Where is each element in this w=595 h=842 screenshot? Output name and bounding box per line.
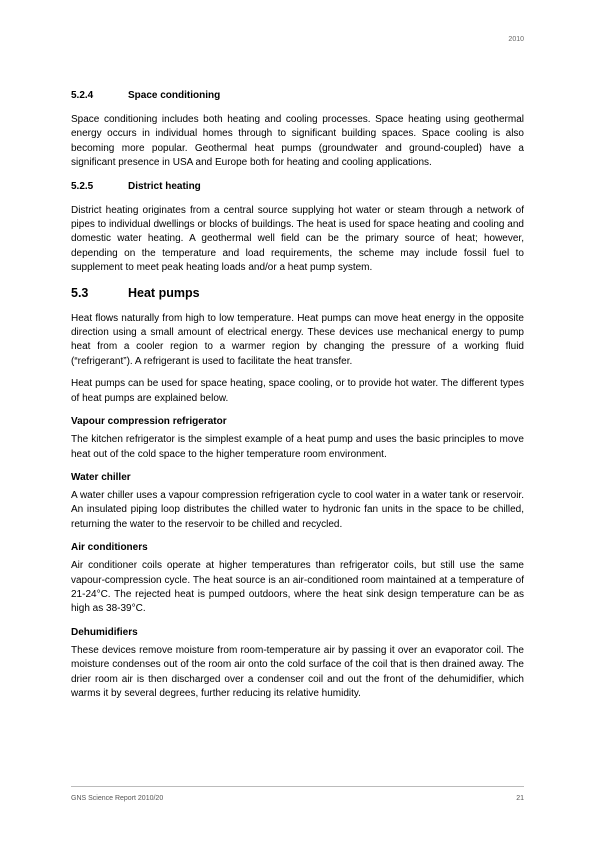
header-year: 2010 xyxy=(508,36,524,43)
paragraph: The kitchen refrigerator is the simplest example of a heat pump and uses the basic principles to move heat out of the cold space to the higher temperature room environment. xyxy=(71,434,524,460)
footer-divider xyxy=(71,786,524,787)
subheading-air-conditioners: Air conditioners xyxy=(71,542,148,554)
footer-report-name: GNS Science Report 2010/20 xyxy=(71,795,164,802)
section-number: 5.2.5 xyxy=(71,180,94,192)
section-number: 5.3 xyxy=(71,285,89,300)
section-title: Heat pumps xyxy=(128,285,200,300)
paragraph: A water chiller uses a vapour compression refrigeration cycle to cool water in a water tank or reservoir. An insulated piping loop distributes the chilled water to hydronic fan units in the space to be chilled, returning the water to the reservoir to be chilled and recycled. xyxy=(71,489,524,530)
paragraph: District heating originates from a central source supplying hot water or steam through a network of pipes to individual dwellings or blocks of buildings. The heat is used for space heating and cooling and domestic water heating. A geothermal well field can be the primary source of heat; however, depending on the temperature and load requirements, the scheme may include fossil fuel to supplement to meet peak heating loads and/or a heat pump system. xyxy=(71,204,524,274)
paragraph: Heat flows naturally from high to low temperature. Heat pumps can move heat energy in the opposite direction using a small amount of electrical energy. These devices use mechanical energy to pump heat from a cooler region to a warmer region by changing the pressure of a working fluid (“refrigerant”). A refrigerant is used to facilitate the heat transfer. xyxy=(71,312,524,367)
paragraph: These devices remove moisture from room-temperature air by passing it over an evaporator coil. The moisture condenses out of the room air onto the cold surface of the coil that is then drained away. The drier room air is then discharged over a condenser coil and out the front of the dehumidifier, which warms it by several degrees, further reducing its relative humidity. xyxy=(71,644,524,699)
paragraph: Heat pumps can be used for space heating, space cooling, or to provide hot water. The different types of heat pumps are explained below. xyxy=(71,378,524,404)
paragraph: Space conditioning includes both heating and cooling processes. Space heating using geothermal energy occurs in individual homes through to significant building spaces. Space cooling is also becoming more popular. Geothermal heat pumps (groundwater and ground-coupled) have a significant presence in USA and Europe both for heating and cooling applications. xyxy=(71,114,524,169)
section-heading-5-2-4 xyxy=(71,90,524,101)
page-number: 21 xyxy=(516,795,524,802)
section-heading-5-2-5 xyxy=(71,181,524,192)
section-number: 5.2.4 xyxy=(71,90,94,101)
subheading-water-chiller: Water chiller xyxy=(71,471,131,483)
page-content xyxy=(71,90,524,709)
section-title: Space conditioning xyxy=(128,90,221,101)
paragraph: Air conditioner coils operate at higher temperatures than refrigerator coils, but still use the same vapour-compression cycle. The heat source is an air-conditioned room maintained at a temperature of 21-24°C. The rejected heat is pumped outdoors, where the heat sink design temperature can be as high as 38-39°C. xyxy=(71,560,524,615)
section-heading-5-3 xyxy=(71,286,524,300)
section-title: District heating xyxy=(128,180,201,192)
subheading-vapour-compression: Vapour compression refrigerator xyxy=(71,416,227,428)
subheading-dehumidifiers: Dehumidifiers xyxy=(71,626,138,638)
